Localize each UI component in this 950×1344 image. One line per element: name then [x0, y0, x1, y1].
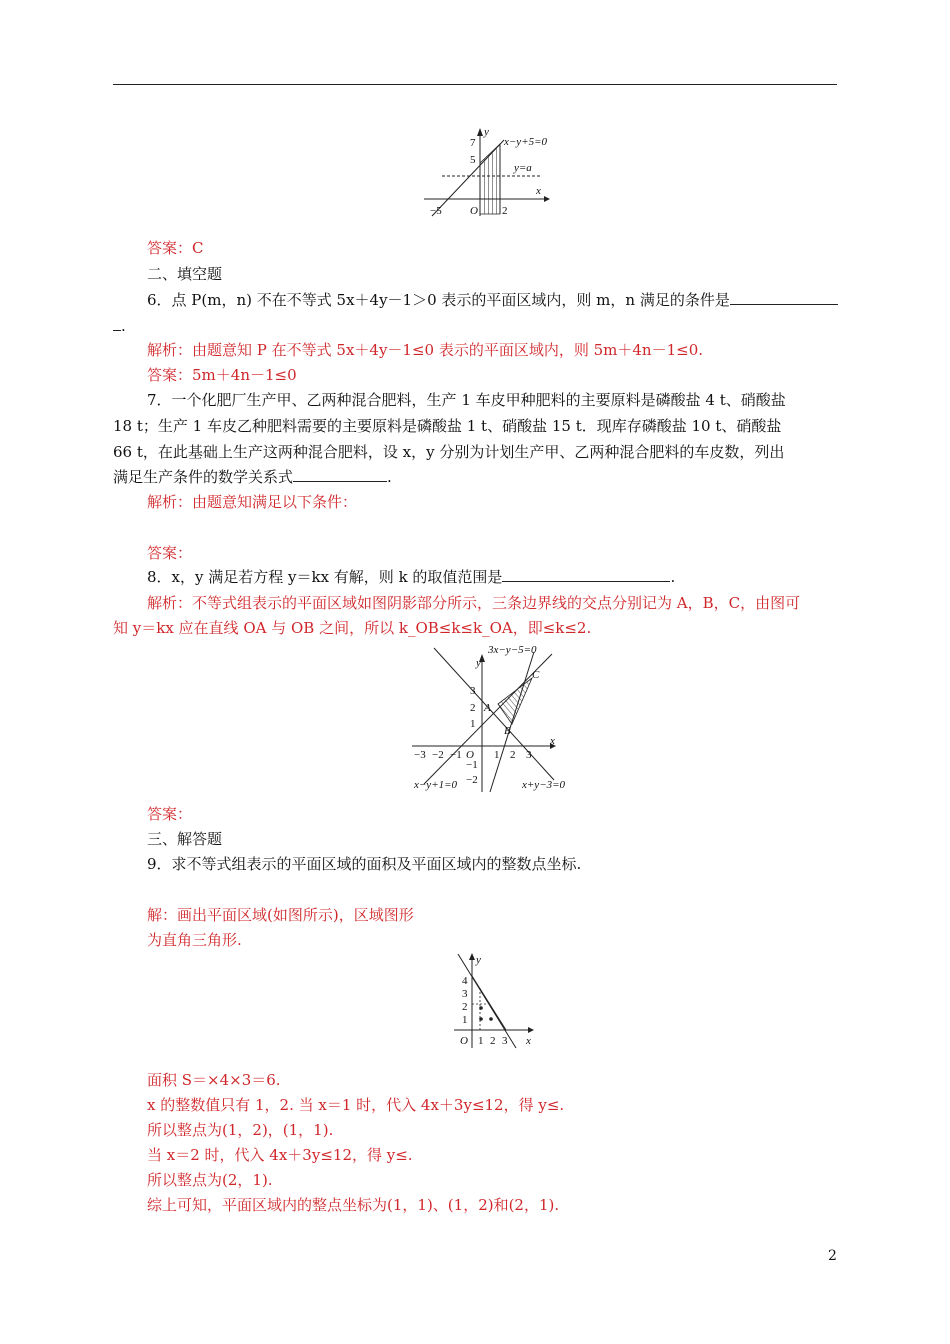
x-axis-label: x: [550, 735, 555, 747]
line-label: x−y+5=0: [504, 136, 548, 148]
section-heading: 三、解答题: [147, 830, 223, 848]
tick-label: 3: [462, 988, 468, 1000]
tick-label: 1: [478, 1035, 484, 1047]
line-label: x−y+1=0: [414, 779, 458, 791]
tick-label: 2: [502, 205, 508, 217]
lattice-point: [489, 1017, 493, 1021]
question-6-answer: 答案：5m＋4n－1≤0: [147, 366, 297, 384]
y-axis-label: y: [484, 126, 489, 138]
tick-label: 3: [502, 1035, 508, 1047]
tick-label: 4: [462, 975, 468, 987]
solution-line: x 的整数值只有 1，2. 当 x＝1 时，代入 4x＋3y≤12，得 y≤.: [147, 1096, 565, 1114]
tick-label: 2: [490, 1035, 496, 1047]
tick-label: 2: [510, 749, 516, 761]
question-8-analysis-line1: 解析：不等式组表示的平面区域如图阴影部分所示，三条边界线的交点分别记为 A，B，C，由图可: [147, 594, 801, 612]
question-7-line2: 18 t；生产 1 车皮乙种肥料需要的主要原料是磷酸盐 1 t、硝酸盐 15 t．现库存磷酸盐 10 t、硝酸盐: [113, 417, 782, 435]
tick-label: O: [460, 1035, 468, 1047]
lattice-point: [479, 1017, 483, 1021]
figure-triangle-region: [404, 642, 584, 798]
shaded-region: [498, 678, 532, 724]
figure-right-triangle: [448, 952, 548, 1052]
question-7-line4: 满足生产条件的数学关系式 .: [113, 468, 392, 486]
solution-line: 为直角三角形.: [147, 931, 242, 949]
question-6-analysis: 解析：由题意知 P 在不等式 5x＋4y－1≤0 表示的平面区域内，则 5m＋4n－1≤0.: [147, 341, 704, 359]
line-label: 3x−y−5=0: [488, 644, 537, 656]
line-label: y=a: [514, 162, 532, 174]
question-7-line1: 7．一个化肥厂生产甲、乙两种混合肥料，生产 1 车皮甲种肥料的主要原料是磷酸盐 4 t、硝酸盐: [147, 391, 786, 409]
tick-label: O: [470, 205, 478, 217]
tick-label: 2: [470, 702, 476, 714]
tick-label: O: [466, 749, 474, 761]
solution-line: 当 x＝2 时，代入 4x＋3y≤12，得 y≤.: [147, 1146, 413, 1164]
question-9: 9．求不等式组表示的平面区域的面积及平面区域内的整数点坐标.: [147, 855, 582, 873]
x-axis-label: x: [526, 1035, 531, 1047]
page-number: 2: [828, 1248, 837, 1264]
question-8-answer: 答案：: [147, 805, 193, 823]
section-heading: 二、填空题: [147, 265, 223, 283]
tick-label: −2: [432, 749, 444, 761]
solution-line: 解：画出平面区域(如图所示)，区域图形: [147, 906, 414, 924]
tick-label: −1: [450, 749, 462, 761]
solution-line: 所以整点为(2，1).: [147, 1171, 273, 1189]
question-7-analysis: 解析：由题意知满足以下条件：: [147, 493, 358, 511]
tick-label: −5: [430, 205, 442, 217]
header-rule: [113, 84, 837, 85]
solution-line: 综上可知，平面区域内的整点坐标为(1，1)、(1，2)和(2，1).: [147, 1196, 560, 1214]
question-7-line3: 66 t，在此基础上生产这两种混合肥料，设 x，y 分别为计划生产甲、乙两种混合肥料的车皮数，列出: [113, 443, 785, 461]
question-8-analysis-line2: 知 y＝kx 应在直线 OA 与 OB 之间，所以 k_OB≤k≤k_OA，即≤k≤2.: [113, 619, 592, 637]
solution-line: 所以整点为(1，2)，(1，1).: [147, 1121, 334, 1139]
tick-label: −3: [414, 749, 426, 761]
solution-line: 面积 S＝×4×3＝6.: [147, 1071, 281, 1089]
y-axis-label: y: [476, 954, 481, 966]
question-6-tail: .: [113, 316, 126, 336]
tick-label: 3: [470, 685, 476, 697]
x-axis-label: x: [536, 185, 541, 197]
tick-label: 5: [470, 154, 476, 166]
tick-label: −1: [466, 759, 478, 771]
tick-label: 1: [462, 1014, 468, 1026]
y-axis-label: y: [476, 657, 481, 669]
point-label: A: [484, 702, 491, 714]
point-label: B: [504, 725, 511, 737]
tick-label: 1: [470, 718, 476, 730]
question-7-answer: 答案：: [147, 544, 193, 562]
tick-label: 2: [462, 1001, 468, 1013]
tick-label: 1: [494, 749, 500, 761]
tick-label: 3: [526, 749, 532, 761]
figure-strip-region: [420, 126, 560, 218]
answer-5: 答案：C: [147, 239, 204, 257]
question-8: 8．x，y 满足若方程 y＝kx 有解，则 k 的取值范围是 .: [147, 568, 676, 586]
question-6: 6．点 P(m，n) 不在不等式 5x＋4y－1＞0 表示的平面区域内，则 m，n 满足的条件是: [147, 290, 838, 310]
tick-label: 7: [470, 137, 476, 149]
tick-label: −2: [466, 774, 478, 786]
line-label: x+y−3=0: [522, 779, 566, 791]
line-3x-y-5: [490, 652, 534, 792]
lattice-point: [479, 1006, 483, 1010]
point-label: C: [532, 669, 540, 681]
